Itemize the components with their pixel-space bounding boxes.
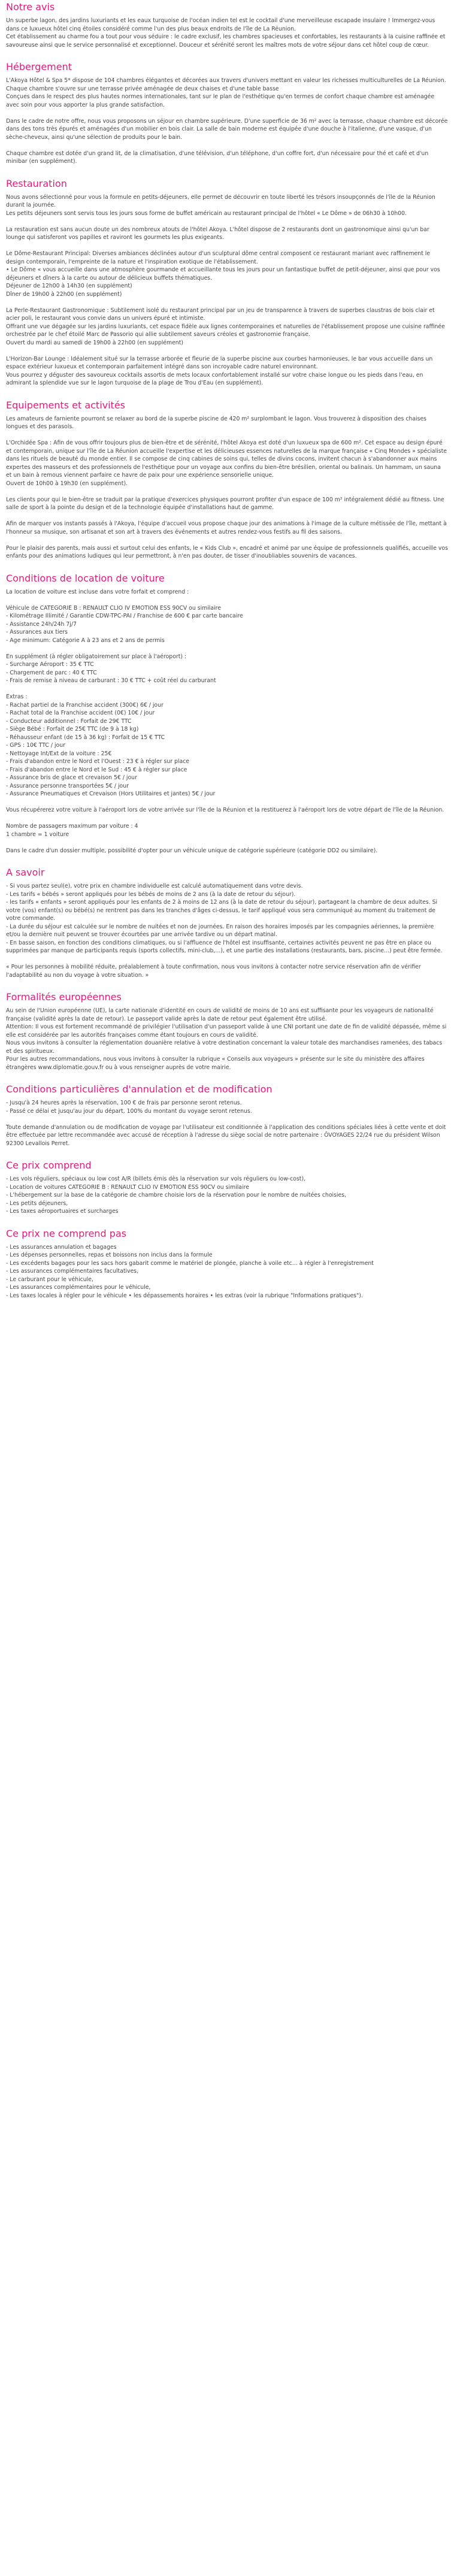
section-title: Conditions de location de voiture <box>6 572 165 584</box>
section-title: Formalités européennes <box>6 991 122 1003</box>
section <box>6 1228 448 1300</box>
paragraph-gap <box>6 431 448 440</box>
paragraph: Nous avons sélectionné pour vous la formule en petits-déjeuners, elle permet de découvrir en toute liberté les trésors insoupçonnés de l'île de la Réunion durant la journée. Les petits déjeuners sont servis tous les jours sous forme de buffet américain au restaurant principal de l'hôtel « Le Dôme » de 06h30 à 10h00. <box>6 193 435 217</box>
paragraph: Afin de marquer vos instants passés à l'Akoya, l'équipe d'accueil vous propose chaque jour des animations à l'image de la culture métissée de l'île, mettant à l'honneur sa musique, son artisanat et son art à travers des événements et autres rendez-vous festifs au fil des saisons. <box>6 520 449 535</box>
paragraph-gap <box>6 141 448 150</box>
paragraph: Un superbe lagon, des jardins luxuriants et les eaux turquoise de l'océan indien tel est le cocktail d'une merveilleuse escapade insulaire ! Immergez-vous dans ce luxueux hôtel cinq étoiles considéré comme l'un des plus beaux endroits de l'île de La Réunion. Cet établissement au charme fou a tout pour vous séduire : le cadre exclusif, les chambres spacieuses et confortables, les restaurants à la cuisine raffinée et savoureuse ainsi que le service personnalisé et exceptionnel. Douceur et sérénité seront les maîtres mots de votre séjour dans cet hôtel coup de cœur. <box>6 17 446 49</box>
paragraph: Nombre de passagers maximum par voiture : 4 1 chambre = 1 voiture <box>6 823 138 838</box>
paragraph: Au sein de l'Union européenne (UE), la carte nationale d'identité en cours de validité de moins de 10 ans est suffisante pour les voyageurs de nationalité française (validité après la date de retour). Le passeport valide après la date de retour peut également être utilisé. Attention: Il vous est fortement recommandé de privilégier l'utilisation d'un passeport valide à une CNI portant une date de fin de validité dépassée, même si elle est considérée par les autorités françaises comme étant toujours en cours de validité. Nous vous invitons à consulter la réglementation douanière relative à votre destination concernant la valeur totale des marchandises ramenées, des tabacs et des spiritueux. Pour les autres recommandations, nous vous invitons à consulter la rubrique « Conseils aux voyageurs » présente sur le site du ministère des affaires étrangères www.diplomatie.gouv.fr ou à vous renseigner auprès de votre mairie. <box>6 1007 447 1071</box>
paragraph-gap <box>6 798 448 807</box>
paragraph-gap <box>6 644 448 653</box>
paragraph: Le Dôme-Restaurant Principal: Diverses ambiances déclinées autour d'un sculptural dôme central composent ce restaurant mariant avec raffinement le design contemporain, l'empreinte de la nature et l'inspiration exotique de l'établissement. • Le Dôme « vous accueille dans une atmosphère gourmande et accueillante tous les jours pour un fantastique buffet de petit-déjeuner, ainsi que pour vos déjeuners et dîners à la carte ou autour de délicieux buffets thématiques. Déjeuner de 12h00 à 14h30 (en supplément) Dîner de 19h00 à 22h00 (en supplément) <box>6 250 440 298</box>
paragraph: - Jusqu'à 24 heures après la réservation, 100 € de frais par personne seront retenus. - Passé ce délai et jusqu'au jour du départ, 100% du montant du voyage seront retenus. <box>6 1100 252 1115</box>
section-title: Ce prix ne comprend pas <box>6 1227 126 1239</box>
paragraph: Toute demande d'annulation ou de modification de voyage par l'utilisateur est conditionnée à l'application des conditions spéciales liées à cette vente et doit être effectuée par lettre recommandée avec accusé de réception à l'adresse du siège social de notre partenaire : ÔVOYAGES 22/24 rue du président Wilson 92300 Levallois Perret. <box>6 1124 448 1147</box>
paragraph-gap <box>6 512 448 520</box>
paragraph-gap <box>6 1115 448 1124</box>
content <box>6 1 448 1300</box>
paragraph: L'Akoya Hôtel & Spa 5* dispose de 104 chambres élégantes et décorées aux travers d'univers mettant en valeur les richesses multiculturelles de La Réunion. Chaque chambre s'ouvre sur une terrasse privée aménagée de deux chaises et d'une table basse Conçues dans le respect des plus hautes normes internationales, tant sur le plan de l'esthétique qu'en termes de confort chaque chambre est aménagée avec soin pour vous apporter la plus grande satisfaction. <box>6 77 446 108</box>
paragraph-gap <box>6 955 448 964</box>
section <box>6 178 448 388</box>
paragraph-gap <box>6 685 448 694</box>
paragraph-gap <box>6 217 448 226</box>
section-title: Notre avis <box>6 1 55 13</box>
section-title: Hébergement <box>6 61 72 72</box>
paragraph-gap <box>6 109 448 117</box>
paragraph: Les clients pour qui le bien-être se traduit par la pratique d'exercices physiques pourront profiter d'un espace de 100 m² intégralement dédié au fitness. Une salle de sport à la pointe du design et de la technologie équipée d'installations haut de gamme. <box>6 496 446 511</box>
section <box>6 1160 448 1216</box>
paragraph-gap <box>6 815 448 823</box>
paragraph: Pour le plaisir des parents, mais aussi et surtout celui des enfants, le « Kids Club », encadré et animé par une équipe de professionnels qualifiés, accueille vos enfants pour des animations ludiques qui leur permettront, à n'en pas douter, de tisser d'inoubliables souvenirs de vacances. <box>6 544 450 559</box>
paragraph: Dans le cadre de notre offre, nous vous proposons un séjour en chambre supérieure. D'une superficie de 36 m² avec la terrasse, chaque chambre est décorée dans des tons très épurés et aménagées d'un mobilier en bois clair. La salle de bain moderne est équipée d'une douche à l'italienne, d'une vasque, d'un sèche-cheveux, ainsi qu'une sélection de produits pour le bain. <box>6 117 450 141</box>
paragraph: Extras : - Rachat partiel de la Franchise accident (300€) 6€ / jour - Rachat total de la Franchise accident (0€) 10€ / jour - Conducteur additionnel : Forfait de 29€ TTC - Siège Bébé : Forfait de 25€ TTC (de 9 à 18 kg) - Réhausseur enfant (de 15 à 36 kg) : Forfait de 15 € TTC - GPS : 10€ TTC / jour - Nettoyage Int/Ext de la voiture : 25€ - Frais d'abandon entre le Nord et l'Ouest : 23 € à régler sur place - Frais d'abandon entre le Nord et le Sud : 45 € à régler sur place - Assurance bris de glace et crevaison 5€ / jour - Assurance personne transportées 5€ / jour - Assurance Pneumatiques et Crevaison (Hors Utilitaires et jantes) 5€ / jour <box>6 694 216 797</box>
paragraph: L'Horizon-Bar Lounge : Idéalement situé sur la terrasse arborée et fleurie de la superbe piscine aux courbes harmonieuses, le bar vous accueille dans un espace extérieur luxueux et contemporain parfaitement intégré dans son incroyable cadre naturel environnant. Vous pourrez y déguster des savoureux cocktails assortis de mets locaux confortablement installé sur votre chaise longue ou les pieds dans l'eau, en admirant la splendide vue sur le lagon turquoise de la plage de Trou d'Eau (en supplément). <box>6 355 433 386</box>
section <box>6 1 448 49</box>
paragraph: La Perle-Restaurant Gastronomique : Subtilement isolé du restaurant principal par un jeu de transparence à travers de superbes claustras de bois clair et acier poli, le restaurant vous convie dans un univers épuré et intimiste. Offrant une vue dégagée sur les jardins luxuriants, cet espace fidèle aux lignes contemporaines et naturelles de l'établissement propose une cuisine raffinée orchestrée par le chef étoilé Marc de Passorio qui allie subtilement saveurs créoles et gastronomie française. Ouvert du mardi au samedi de 19h00 à 22h00 (en supplément) <box>6 307 445 346</box>
paragraph-gap <box>6 536 448 544</box>
section-title: Ce prix comprend <box>6 1160 92 1171</box>
section-title: A savoir <box>6 867 45 878</box>
section-title: Restauration <box>6 177 67 189</box>
paragraph: Vous récupérerez votre voiture à l'aéroport lors de votre arrivée sur l'île de la Réunion et la restituerez à l'aéroport lors de votre départ de l'île de la Réunion. <box>6 807 444 813</box>
paragraph-gap <box>6 347 448 355</box>
paragraph: La restauration est sans aucun doute un des nombreux atouts de l'hôtel Akoya. L'hôtel dispose de 2 restaurants dont un gastronomique ainsi qu'un bar lounge qui satisferont vos papilles et raviront les gourmets les plus exigeants. <box>6 226 431 241</box>
paragraph: - Les vols réguliers, spéciaux ou low cost A/R (billets émis dès la réservation sur vols réguliers ou low-cost), - Location de voitures CATEGORIE B : RENAULT CLIO IV EMOTION ESS 90CV ou similaire - L'hébergement sur la base de la catégorie de chambre choisie lors de la réservation pour le nombre de nuitées choisies, - Les petits déjeuners, - Les taxes aéroportuaires et surcharges <box>6 1176 347 1215</box>
paragraph-gap <box>6 839 448 847</box>
paragraph: Dans le cadre d'un dossier multiple, possibilité d'opter pour un véhicule unique de catégorie supérieure (catégorie DD2 ou similaire). <box>6 847 378 854</box>
paragraph: En supplément (à régler obligatoirement sur place à l'aéroport) : - Surcharge Aéroport : 35 € TTC - Chargement de parc : 40 € TTC - Frais de remise à niveau de carburant : 30 € TTC + coût réel du carburant <box>6 653 216 684</box>
section <box>6 573 448 855</box>
section <box>6 61 448 166</box>
section-title: Equipements et activités <box>6 399 126 411</box>
paragraph: La location de voiture est incluse dans votre forfait et comprend : <box>6 588 189 595</box>
paragraph: « Pour les personnes à mobilité réduite, préalablement à toute confirmation, nous vous invitons à contacter notre service réservation afin de vérifier l'adaptabilité au non du voyage à votre situation. » <box>6 964 423 979</box>
paragraph: Chaque chambre est dotée d'un grand lit, de la climatisation, d'une télévision, d'un téléphone, d'un coffre fort, d'un nécessaire pour thé et café et d'un minibar (en supplément). <box>6 150 431 165</box>
paragraph-gap <box>6 298 448 307</box>
section-title: Conditions particulières d'annulation et de modification <box>6 1083 273 1095</box>
paragraph: Les amateurs de farniente pourront se relaxer au bord de la superbe piscine de 420 m² surplombant le lagon. Vous trouverez à disposition des chaises longues et des parasols. <box>6 415 428 430</box>
section <box>6 991 448 1071</box>
section <box>6 867 448 979</box>
paragraph: - Les assurances annulation et bagages - Les dépenses personnelles, repas et boissons non inclus dans la formule - Les excédents bagages pour les sacs hors gabarit comme le matériel de plongée, planche à voile etc... à régler à l'enregistrement - Les assurances complémentaires facultatives, - Le carburant pour le véhicule, - Les assurances complémentaires pour le véhicule, - Les taxes locales à régler pour le véhicule • les dépassements horaires • les extras (voir la rubrique "Informations pratiques"). <box>6 1243 374 1299</box>
paragraph: Véhicule de CATEGORIE B : RENAULT CLIO IV EMOTION ESS 90CV ou similaire - Kilométrage Illimité / Garantie CDW-TPC-PAI / Franchise de 600 € par carte bancaire - Assistance 24h/24h 7j/7 - Assurances aux tiers - Age minimum: Catégorie A à 23 ans et 2 ans de permis <box>6 604 243 644</box>
paragraph: L'Orchidée Spa : Afin de vous offrir toujours plus de bien-être et de sérénité, l'hôtel Akoya est doté d'un luxueux spa de 600 m². Cet espace au design épuré et contemporain, unique sur l'île de La Réunion accueille l'expertise et les délicieuses essences naturelles de la marque française « Cinq Mondes » spécialiste dans les rituels de beauté du monde entier. Il se compose de cinq cabines de soins qui, telles de divins cocons, invitent chacun à s'abandonner aux mains expertes des masseurs et des professionnels de l'esthétique pour un voyage aux confins du bien-être brésilien, oriental ou balinais. Un hammam, un sauna et un bain à remous viennent parfaire ce havre de paix pour une expérience sensorielle unique. Ouvert de 10h00 à 19h30 (en supplément). <box>6 440 447 487</box>
paragraph: - Si vous partez seul(e), votre prix en chambre individuelle est calculé automatiquement dans votre devis. - Les tarifs « bébés » seront appliqués pour les bébés de moins de 2 ans (à la date de retour du séjour). - les tarifs « enfants » seront appliqués pour les enfants de 2 à moins de 12 ans (à la date de retour du séjour), partageant la chambre de deux adultes. Si votre (vos) enfant(s) ou bébé(s) ne rentrent pas dans les tranches d'âges ci-dessus, le tarif appliqué vous sera communiqué au moment du traitement de votre commande. - La durée du séjour est calculée sur le nombre de nuitées et non de journées. En raison des horaires imposés par les compagnies aériennes, la première et/ou la dernière nuit peuvent se trouver écourtées par une arrivée tardive ou un départ matinal. - En basse saison, en fonction des conditions climatiques, ou si l'affluence de l'hôtel est insuffisante, certaines activités peuvent ne pas être en place ou supprimées par manque de participants requis (sports collectifs, mini-club,...), et une partie des installations (restaurants, bars, piscine...) peut être fermée. <box>6 883 443 954</box>
paragraph-gap <box>6 242 448 250</box>
paragraph-gap <box>6 596 448 604</box>
paragraph-gap <box>6 488 448 496</box>
section <box>6 399 448 561</box>
section <box>6 1083 448 1148</box>
